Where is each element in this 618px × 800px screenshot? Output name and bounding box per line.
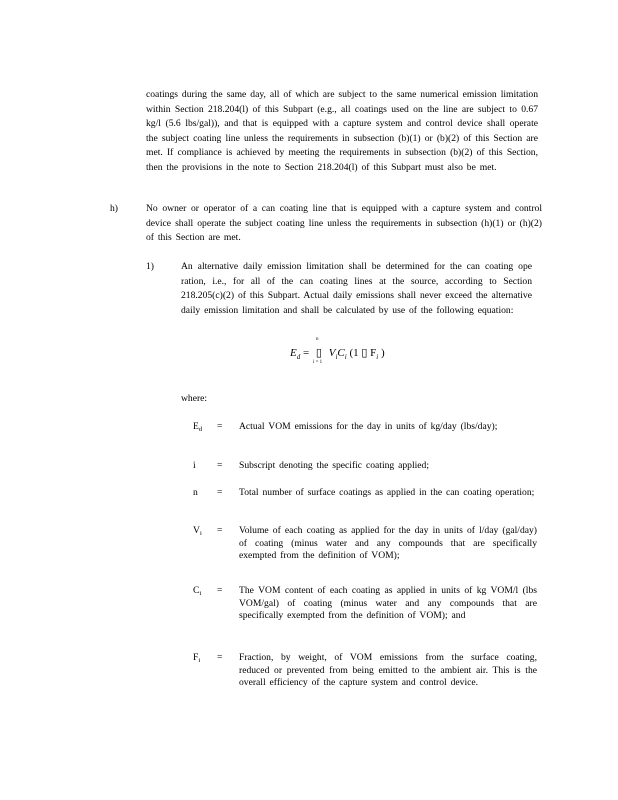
- definition-text: Volume of each coating as applied for the day in units of l/day (gal/day) of coating (minus water and any compounds that are specifically exempted from the definition of VOM);: [239, 525, 537, 561]
- definition-symbol: $E_d$: [193, 421, 203, 433]
- continuation-text: coatings during the same day, all of which are subject to the same numerical emission limitation within Section 218.204(l) of this Subpart (e.g., all coatings used on the line are subject to 0.67 kg/l (5.6 lbs/gal)), and that is equipped with a capture system and control device shall operate the subject coating line unless the requirements in subsection (b)(1) or (b)(2) of this Section are met. If compliance is achieved by meeting the requirements in subsection (b)(2) of this Section, then the provisions in the note to Section 218.204(l) of this Subpart must also be met.: [146, 89, 538, 173]
- summation-glyph: ▯: [315, 347, 322, 359]
- item-1-text: An alternative daily emission limitation shall be determined for the can coating ope ration, i.e., for all of the can coating lines at the source, according to Section 218.205(c)(2) of this Subpart. Actual daily emissions shall never exceed the alternative daily emission limitation and shall be calculated by use of the following equation:: [181, 261, 532, 316]
- item-1-label: 1): [146, 261, 154, 272]
- definition-symbol: $F_i$: [193, 652, 201, 664]
- summation-symbol: [312, 337, 326, 365]
- definition-equals: =: [217, 421, 223, 432]
- section-h-label: h): [110, 203, 118, 214]
- equation-lhs: E: [290, 347, 297, 359]
- definition-equals: =: [217, 460, 223, 471]
- definition-equals: =: [217, 525, 223, 536]
- definition-text: Total number of surface coatings as applied in the can coating operation;: [239, 487, 535, 498]
- equation-paren-sub: i: [376, 353, 379, 361]
- definition-symbol: n: [193, 487, 198, 498]
- definition-text: The VOM content of each coating as applied in units of kg VOM/l (lbs VOM/gal) of coating (minus water and any compounds that are specifically exempted from the definition of VOM); and: [239, 585, 537, 621]
- definition-text: Fraction, by weight, of VOM emissions from the surface coating, reduced or prevented from being emitted to the ambient air. This is the overall efficiency of the capture system and control device.: [239, 652, 537, 688]
- definition-equals: =: [217, 652, 223, 663]
- item-1-paragraph: [181, 260, 532, 318]
- definition-equals: =: [217, 487, 223, 498]
- definition-symbol: $C_i$: [193, 585, 202, 597]
- equation-term-c: C: [337, 347, 345, 359]
- section-h-text: No owner or operator of a can coating line that is equipped with a capture system and control device shall operate the subject coating line unless the requirements in subsection (h)(1) or (h)(2) of this Section are met.: [146, 203, 542, 243]
- definition-symbol: $V_i$: [193, 525, 202, 537]
- section-h-paragraph: [146, 202, 542, 246]
- summation-lower-limit: i = 1: [312, 360, 323, 365]
- definition-equals: =: [217, 585, 223, 596]
- where-label: where:: [181, 393, 208, 404]
- equation-lhs-sub: d: [296, 353, 301, 361]
- continuation-paragraph: [146, 88, 538, 175]
- equation-term-v: V: [328, 347, 336, 359]
- definition-text: Subscript denoting the specific coating applied;: [239, 460, 430, 471]
- emission-equation: [290, 337, 385, 365]
- summation-upper-limit: n: [315, 337, 319, 342]
- equation-paren: (1 ▯ F: [349, 347, 377, 359]
- equation-close: ): [380, 347, 385, 359]
- equation-term-c-sub: i: [344, 353, 347, 361]
- definition-symbol: i: [193, 460, 196, 471]
- equation-term-v-sub: i: [335, 353, 338, 361]
- equation-equals: =: [302, 347, 310, 359]
- definition-text: Actual VOM emissions for the day in units of kg/day (lbs/day);: [239, 421, 498, 432]
